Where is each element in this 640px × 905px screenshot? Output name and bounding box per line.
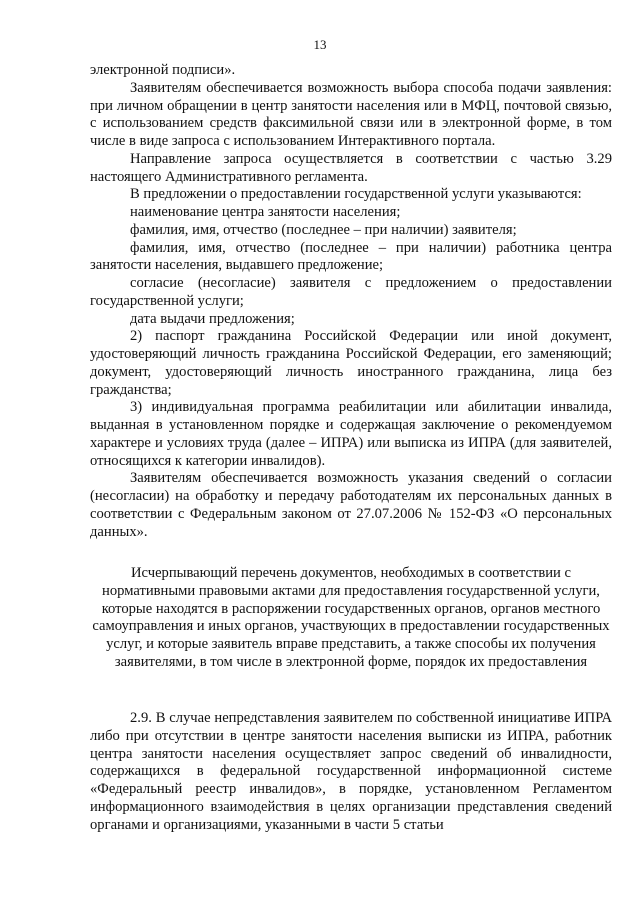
page-number: 13 <box>313 37 327 52</box>
paragraph: согласие (несогласие) заявителя с предложением о предоставлении государственной услуги; <box>90 275 612 309</box>
paragraph: дата выдачи предложения; <box>130 310 295 327</box>
paragraph: В предложении о предоставлении государственной услуги указываются: <box>130 186 582 203</box>
paragraph: электронной подписи». <box>90 62 236 78</box>
paragraph: 2.9. В случае непредставления заявителем по собственной инициативе ИПРА либо при отсутствии в центре занятости населения выписки из ИПРА, работник центра занятости населения осуществляет запрос сведений об инвалидности, содержащихся в федеральной государственной информационной системе «Федеральный реестр инвалидов», в порядке, установленном Регламентом информационного взаимодействия в целях организации представления сведений органами и организациями, указанными в части 5 статьи <box>90 710 612 833</box>
paragraph: фамилия, имя, отчество (последнее – при наличии) заявителя; <box>130 221 517 238</box>
paragraph: Заявителям обеспечивается возможность указания сведений о согласии (несогласии) на обработку и передачу работодателям их персональных данных в соответствии с Федеральным законом от 27.07.2006 № 152-ФЗ «О персональных данных». <box>90 470 612 540</box>
paragraph: фамилия, имя, отчество (последнее – при наличии) работника центра занятости населения, выдавшего предложение; <box>90 239 612 274</box>
body-text <box>90 62 612 541</box>
paragraph: 2) паспорт гражданина Российской Федерации или иной документ, удостоверяющий личность гражданина Российской Федерации, его заменяющий; документ, удостоверяющий личность иностранного гражданина, лица без гражданства; <box>90 328 612 398</box>
section-body <box>90 710 612 834</box>
paragraph: 3) индивидуальная программа реабилитации или абилитации инвалида, выданная в установленном порядке и содержащая заключение о рекомендуемом характере и условиях труда (далее – ИПРА) или выписка из ИПРА (для заявителей, относящихся к категории инвалидов). <box>90 399 612 469</box>
section-heading: Исчерпывающий перечень документов, необходимых в соответствии с нормативными правовыми актами для предоставления государственной услуги, которые находятся в распоряжении государственных органов, органов местного самоуправления и иных органов, участвующих в предоставлении государственных услуг, и которые заявитель вправе представить, а также способы их получения заявителями, в том числе в электронной форме, порядок их предоставления <box>92 565 610 670</box>
paragraph: Заявителям обеспечивается возможность выбора способа подачи заявления: при личном обращении в центр занятости населения или в МФЦ, почтовой связью, с использованием средств факсимильной связи или в электронной форме, в том числе в виде запроса с использованием Интерактивного портала. <box>90 79 612 149</box>
paragraph: Направление запроса осуществляется в соответствии с частью 3.29 настоящего Административного регламента. <box>90 150 612 185</box>
paragraph: наименование центра занятости населения; <box>130 204 401 220</box>
